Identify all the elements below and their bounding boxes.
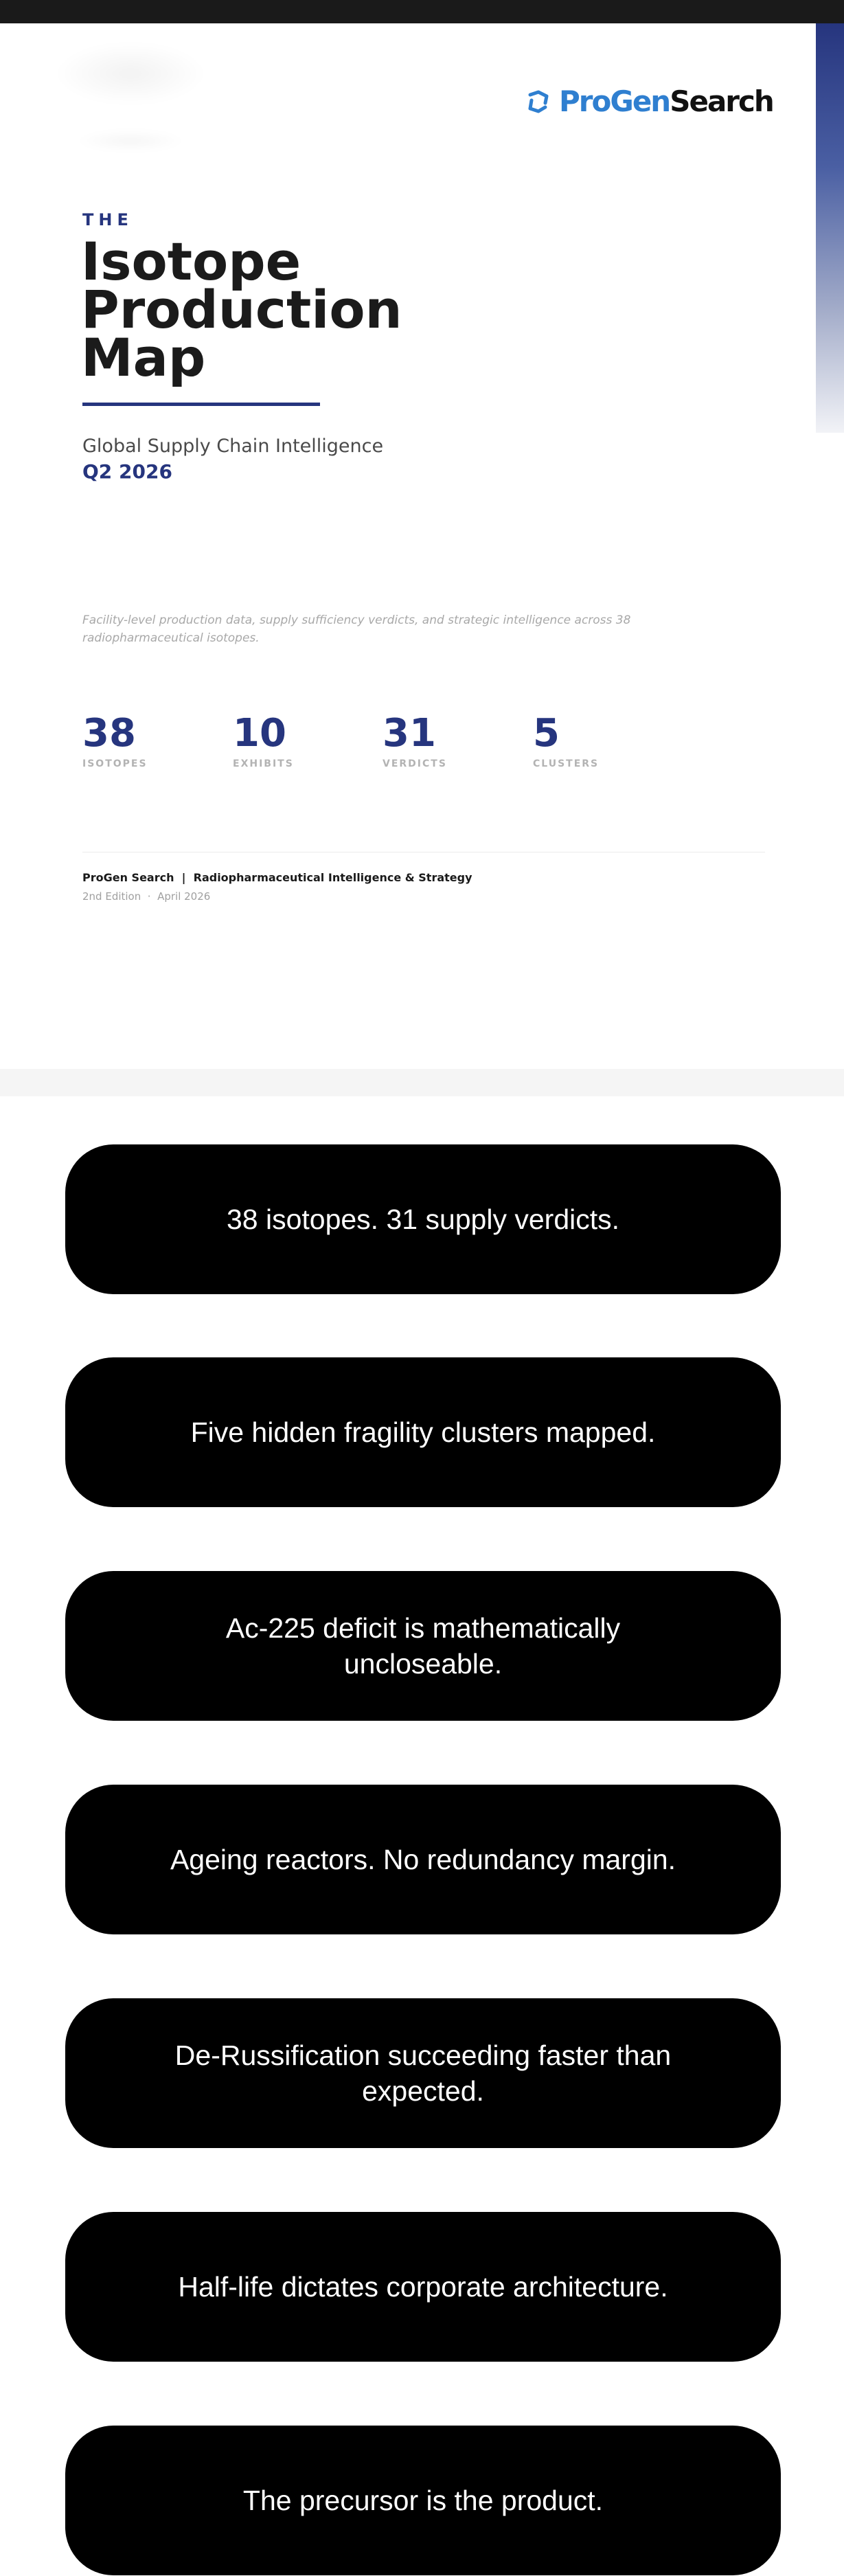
stat-label: VERDICTS xyxy=(383,758,447,769)
stat-label: EXHIBITS xyxy=(233,758,294,769)
title-underline xyxy=(82,403,320,406)
title-eyebrow: THE xyxy=(82,210,133,229)
progen-logo-icon xyxy=(523,87,554,117)
stat-verdicts xyxy=(383,712,447,769)
key-finding-text: 38 isotopes. 31 supply verdicts. xyxy=(226,1204,620,1235)
key-finding-text: Ageing reactors. No redundancy margin. xyxy=(170,1844,676,1875)
key-finding-text: Five hidden fragility clusters mapped. xyxy=(190,1416,656,1448)
key-finding-text: Half-life dictates corporate architecture. xyxy=(178,2271,668,2303)
stat-value: 10 xyxy=(233,711,286,756)
key-finding-text: Ac-225 deficit is mathematically uncloseable. xyxy=(225,1612,621,1680)
edition-quarter: Q2 2026 xyxy=(82,460,172,483)
stat-value: 38 xyxy=(82,711,136,756)
faded-background-mark xyxy=(55,43,206,104)
key-finding-card xyxy=(65,1144,781,1294)
section-separator-band xyxy=(0,1069,844,1096)
key-finding-card xyxy=(65,1357,781,1507)
key-finding-text: De-Russification succeeding faster than expected. xyxy=(174,2040,672,2107)
key-finding-card xyxy=(65,1571,781,1721)
side-gradient-band xyxy=(816,23,844,433)
stat-label: CLUSTERS xyxy=(533,758,600,769)
stat-value: 31 xyxy=(383,711,436,756)
key-finding-card xyxy=(65,2426,781,2575)
key-finding-card xyxy=(65,2212,781,2362)
title-line-2: Production xyxy=(81,279,402,340)
cover-description: Facility-level production data, supply sufficiency verdicts, and strategic intelligence across 38 radiopharmaceutical isotopes. xyxy=(82,613,631,645)
brand-logo xyxy=(523,81,773,122)
brand-name-part2: Search xyxy=(670,84,773,118)
title-line-3: Map xyxy=(81,327,206,388)
faded-background-mark-2 xyxy=(76,131,185,151)
key-finding-card xyxy=(65,1785,781,1934)
brand-name-part1: ProGen xyxy=(559,84,670,118)
stat-isotopes xyxy=(82,712,148,769)
subtitle: Global Supply Chain Intelligence xyxy=(82,436,384,457)
key-finding-text: The precursor is the product. xyxy=(242,2485,604,2516)
title-line-1: Isotope xyxy=(81,231,301,292)
page-title xyxy=(81,231,493,388)
stat-label: ISOTOPES xyxy=(82,758,148,769)
footer-publisher: ProGen Search | Radiopharmaceutical Intelligence & Strategy xyxy=(82,871,472,884)
key-finding-card xyxy=(65,1998,781,2148)
stat-value: 5 xyxy=(533,711,560,756)
stat-clusters xyxy=(533,712,599,769)
footer-edition: 2nd Edition · April 2026 xyxy=(82,890,211,903)
stat-exhibits xyxy=(233,712,294,769)
top-bar xyxy=(0,0,844,23)
